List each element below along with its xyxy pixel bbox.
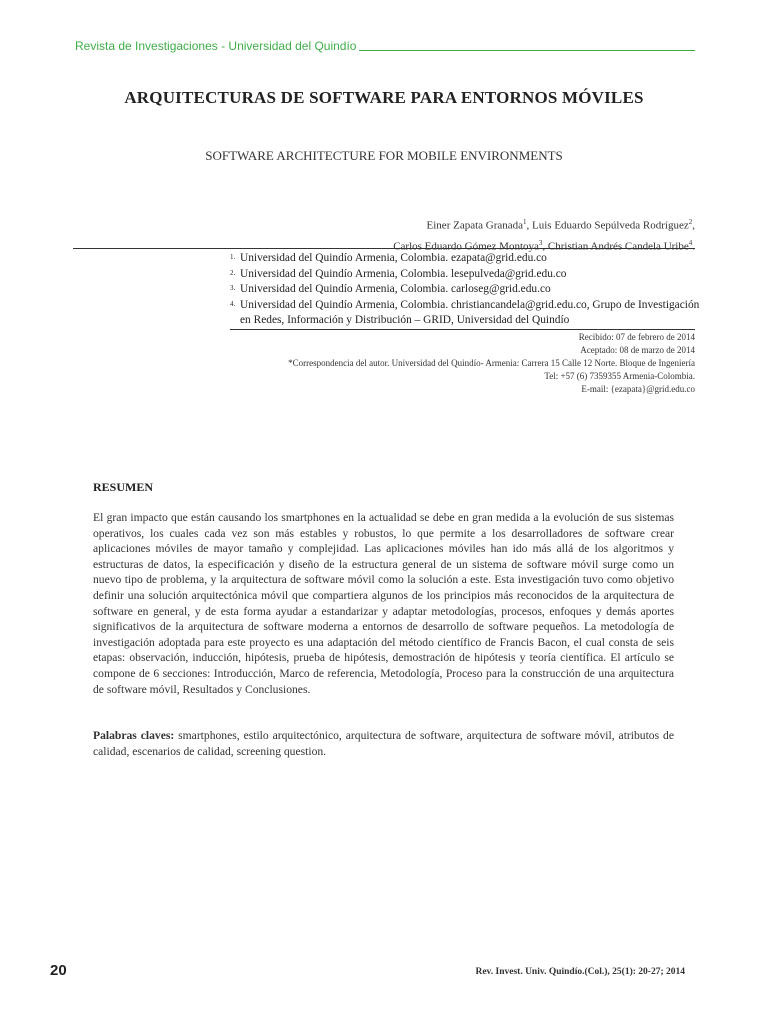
affiliation-item (230, 251, 700, 267)
author-sup: 1 (523, 218, 527, 226)
author-sup: 2 (688, 218, 693, 226)
correspondence-email: E-mail: {ezapata}@grid.edu.co (581, 384, 695, 394)
article-meta (288, 331, 695, 396)
affiliation-text: Universidad del Quindío Armenia, Colombia. ezapata@grid.edu.co (240, 252, 547, 264)
author-name: Christian Andrés Candela Uribe (547, 240, 689, 253)
footer-citation: Rev. Invest. Univ. Quindío.(Col.), 25(1): 20-27; 2014 (475, 967, 685, 977)
affiliation-number: 2. (230, 268, 236, 277)
affiliation-list (230, 251, 700, 329)
author-name: Carlos Eduardo Gómez Montoya (393, 240, 539, 253)
affiliations-top-rule (73, 248, 695, 249)
affiliation-item (230, 298, 700, 329)
correspondence-phone: Tel: +57 (6) 7359355 Armenia-Colombia. (544, 371, 695, 381)
affiliation-text: Universidad del Quindío Armenia, Colombia. carloseg@grid.edu.co (240, 283, 551, 295)
abstract-body: El gran impacto que están causando los smartphones en la actualidad se debe en gran medida a la evolución de sus sistemas operativos, los cuales cada vez son más estables y robustos, lo que permite a los desarrolladores de software crear aplicaciones móviles de mayor tamaño y complejidad. Las aplicaciones móviles han ido más allá de los algoritmos y estructuras de datos, la especificación y diseño de la estructura general de un sistema de software móvil surge como un nuevo tipo de problema, y la arquitectura de software móvil como la solución a este. Esta investigación tuvo como objetivo definir una solución arquitectónica móvil que compartiera algunos de los principios más reconocidos de la arquitectura de software en general, y de esta forma ayudar a estandarizar y adaptar metodologías, procesos, enfoques y demás aportes significativos de la arquitectura de software moderna a entornos de desarrollo de software pequeños. La metodología de investigación adoptada para este proyecto es una adaptación del método científico de Francis Bacon, el cual consta de seis etapas: observación, inducción, hipótesis, prueba de hipótesis, demostración de hipótesis y teoría científica. El artículo se compone de 6 secciones: Introducción, Marco de referencia, Metodología, Proceso para la construcción de una arquitectura de software móvil, Resultados y Conclusiones. (93, 511, 674, 696)
author-name: Einer Zapata Granada (426, 219, 524, 232)
author-list (393, 214, 695, 255)
affiliation-text: Universidad del Quindío Armenia, Colombia. lesepulveda@grid.edu.co (240, 267, 567, 280)
header-rule (359, 50, 695, 51)
affiliation-number: 1. (230, 253, 236, 261)
affiliation-item (230, 267, 700, 283)
author-sep: , (692, 219, 695, 232)
page-number: 20 (50, 962, 67, 979)
affiliation-number: 3. (230, 284, 236, 292)
author-sep: , (542, 240, 548, 253)
keywords (93, 728, 674, 759)
author-sep: . (692, 240, 695, 253)
affiliations-bottom-rule (230, 329, 695, 330)
article-title: ARQUITECTURAS DE SOFTWARE PARA ENTORNOS MÓVILES (124, 88, 644, 107)
affiliation-number: 4. (230, 299, 236, 308)
keywords-label: Palabras claves: (93, 729, 175, 742)
author-line-1 (393, 214, 695, 235)
accepted-date: Aceptado: 08 de marzo de 2014 (580, 345, 695, 355)
received-date: Recibido: 07 de febrero de 2014 (578, 332, 695, 342)
author-sup: 4 (688, 238, 693, 247)
journal-name: Revista de Investigaciones - Universidad del Quindío (75, 39, 357, 53)
correspondence-address: *Correspondencia del autor. Universidad del Quindío- Armenia: Carrera 15 Calle 12 Norte. Bloque de Ingeniería (288, 358, 695, 368)
affiliation-item (230, 282, 700, 298)
journal-header (75, 39, 695, 53)
author-name: Luis Eduardo Sepúlveda Rodríguez (532, 219, 689, 232)
author-sup: 3 (538, 238, 543, 247)
author-sep: , (526, 219, 533, 232)
abstract-heading: RESUMEN (93, 480, 154, 494)
affiliation-text: Universidad del Quindío Armenia, Colombia. christiancandela@grid.edu.co, Grupo de Investigación en Redes, Información y Distribución – GRID, Universidad del Quindío (240, 298, 700, 326)
article-subtitle: SOFTWARE ARCHITECTURE FOR MOBILE ENVIRONMENTS (205, 148, 563, 163)
keywords-text: smartphones, estilo arquitectónico, arquitectura de software, arquitectura de software móvil, atributos de calidad, escenarios de calidad, screening question. (93, 729, 674, 758)
